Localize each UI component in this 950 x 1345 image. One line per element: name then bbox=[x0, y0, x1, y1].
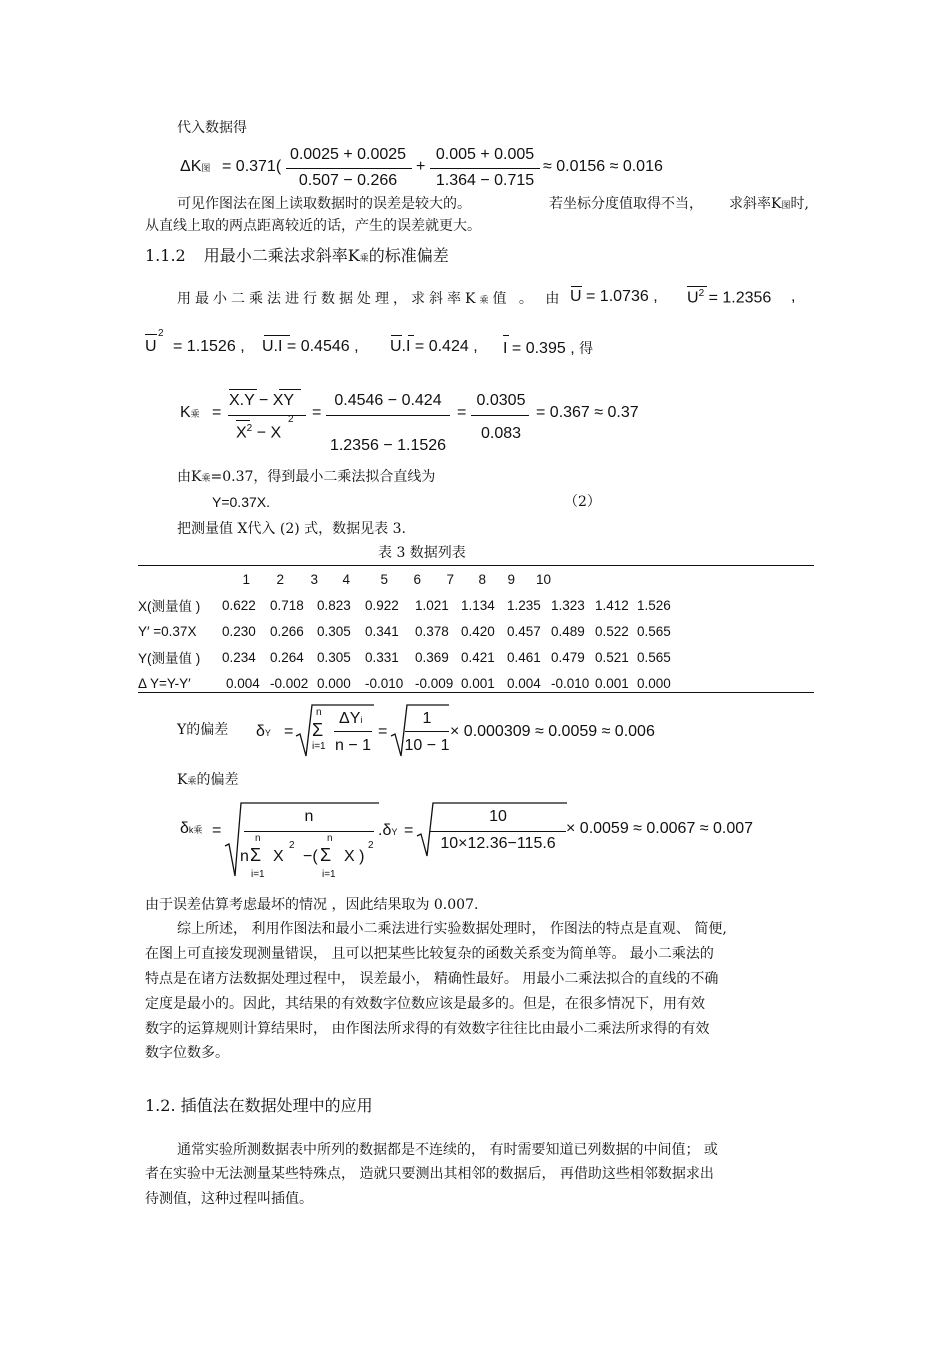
table-row: Δ Y=Y-Y′ 0.004 -0.002 0.000 -0.010 -0.009 0.001 0.004 -0.010 0.001 0.000 bbox=[138, 675, 671, 691]
interp-l3: 待测值，这种过程叫插值。 bbox=[145, 1191, 313, 1207]
intro-text: 代入数据得 bbox=[177, 120, 247, 136]
para1-line2: 从直线上取的两点距离较近的话，产生的误差就更大。 bbox=[145, 218, 481, 234]
table-caption: 表 3 数据列表 bbox=[378, 545, 466, 561]
lsq-ubar-squared: U bbox=[145, 338, 157, 355]
eq1-frac2-num: 0.005 + 0.005 bbox=[435, 146, 535, 163]
eq1-result: ≈ 0.0156 ≈ 0.016 bbox=[543, 158, 663, 175]
eq2-f3-num: 0.0305 bbox=[476, 392, 526, 409]
eq1-frac2-den: 1.364 − 0.715 bbox=[435, 172, 535, 189]
conclusion-p2-l3: 特点是在诸方法数据处理过程中， 误差最小， 精确性最好。 用最小二乘法拟合的直线的不确 bbox=[145, 971, 719, 987]
eq2-f2-num: 0.4546 − 0.424 bbox=[334, 392, 442, 409]
lsq-u-bar: U = 1.0736 , bbox=[570, 288, 658, 305]
eq3-label: Y的偏差 bbox=[177, 722, 229, 738]
lsq-ubar-ibar: U.I = 0.424 , bbox=[390, 338, 478, 355]
table-row: Y(测量值 ) 0.234 0.264 0.305 0.331 0.369 0.421 0.461 0.479 0.521 0.565 bbox=[138, 649, 671, 666]
lsq-ui-bar: U.I = 0.4546 , bbox=[262, 338, 359, 355]
lsq-ubar-squared-exp: 2 bbox=[158, 328, 164, 339]
conclusion-p2-l4: 定度是最小的。因此，其结果的有效数字位数应该是最多的。但是，在很多情况下，用有效 bbox=[145, 996, 705, 1012]
fit-line1: 由K乘=0.37，得到最小二乘法拟合直线为 bbox=[177, 469, 436, 485]
data-table-body bbox=[138, 592, 814, 696]
eq1-lhs: ΔK bbox=[180, 158, 202, 175]
data-table bbox=[138, 566, 814, 592]
eq2-f3-den: 0.083 bbox=[480, 425, 522, 442]
fit-eqno: （2） bbox=[564, 494, 601, 510]
conclusion-p2-l6: 数字位数多。 bbox=[145, 1045, 229, 1061]
eq2-f2-den: 1.2356 − 1.1526 bbox=[329, 437, 447, 454]
eq2-den: $X^2 - X$ bbox=[236, 423, 282, 442]
lsq-comma: , bbox=[791, 288, 796, 305]
lsq-u2-bar: $U^2 = 1.2356$ bbox=[687, 288, 772, 307]
lsq-ubar-squared-val: = 1.1526 , bbox=[173, 338, 245, 355]
eq3-result: × 0.000309 ≈ 0.0059 ≈ 0.006 bbox=[450, 723, 655, 740]
section-1-2-heading: 1.2. 插值法在数据处理中的应用 bbox=[145, 1096, 373, 1115]
conclusion-line1: 由于误差估算考虑最坏的情况 ，因此结果取为 0.007. bbox=[145, 897, 479, 913]
conclusion-p2-l1: 综上所述， 利用作图法和最小二乘法进行实验数据处理时， 作图法的特点是直观、 简便, bbox=[177, 921, 727, 937]
eq1-lhs-sub: 图 bbox=[201, 163, 211, 173]
eq2-den-exp: 2 bbox=[288, 414, 294, 425]
eq2-num: X.Y − XY bbox=[229, 392, 295, 409]
table-row: X(测量值 ) 0.622 0.718 0.823 0.922 1.021 1.134 1.235 1.323 1.412 1.526 bbox=[138, 597, 671, 614]
interp-l2: 者在实验中无法测量某些特殊点， 造就只要测出其相邻的数据后， 再借助这些相邻数据求出 bbox=[145, 1166, 714, 1182]
eq4-label: K乘的偏差 bbox=[177, 772, 239, 788]
lsq-i-bar: I = 0.395 , 得 bbox=[503, 340, 594, 357]
lsq-line1-text: 用最小二乘法进行数据处理，求斜率K乘值 。 由 bbox=[177, 291, 564, 307]
interp-l1: 通常实验所测数据表中所列的数据都是不连续的， 有时需要知道已列数据的中间值； 或 bbox=[177, 1142, 718, 1158]
fit-line3: 把测量值 X代入 (2) 式，数据见表 3. bbox=[177, 521, 406, 537]
eq2-eq: = bbox=[212, 404, 222, 421]
eq1-prefix: = 0.371( bbox=[222, 158, 282, 175]
fit-equation: Y=0.37X. bbox=[212, 494, 270, 510]
section-1-1-2-heading: 1.1.2 用最小二乘法求斜率K乘的标准偏差 bbox=[145, 246, 449, 265]
eq1-plus: + bbox=[416, 158, 426, 175]
para1-line1: 可见作图法在图上读取数据时的误差是较大的。 若坐标分度值取得不当， 求斜率K图时, bbox=[177, 196, 809, 212]
eq1-frac1-den: 0.507 − 0.266 bbox=[298, 172, 398, 189]
eq1-frac1-num: 0.0025 + 0.0025 bbox=[289, 146, 407, 163]
conclusion-p2-l2: 在图上可直接发现测量错误， 且可以把某些比较复杂的函数关系变为简单等。 最小二乘法的 bbox=[145, 946, 714, 962]
table-header-row: 1 2 3 4 5 6 7 8 9 10 bbox=[242, 571, 551, 587]
eq4-result: × 0.0059 ≈ 0.0067 ≈ 0.007 bbox=[566, 820, 754, 837]
eq2-result: = 0.367 ≈ 0.37 bbox=[536, 404, 639, 421]
table-row: Y′ =0.37X 0.230 0.266 0.305 0.341 0.378 0.420 0.457 0.489 0.522 0.565 bbox=[138, 623, 671, 639]
conclusion-p2-l5: 数字的运算规则计算结果时， 由作图法所求得的有效数字往往比由最小二乘法所求得的有效 bbox=[145, 1021, 710, 1037]
